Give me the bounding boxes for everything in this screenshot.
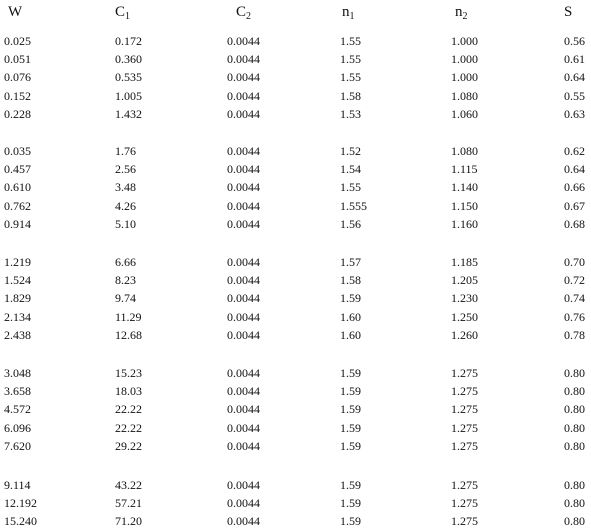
cell-c1: 57.21 [115, 496, 142, 511]
cell-w: 1.219 [4, 255, 31, 269]
cell-c1: 22.22 [115, 402, 142, 417]
cell-c1: 6.66 [115, 255, 136, 269]
header-c2: $C_2$ [236, 4, 252, 22]
cell-w: 4.572 [4, 402, 31, 417]
cell-c1: 15.23 [115, 366, 142, 380]
table-row [0, 476, 591, 494]
cell-n1: 1.60 [340, 327, 361, 342]
table-row [0, 32, 591, 50]
table-row [0, 160, 591, 178]
cell-s: 0.67 [564, 198, 585, 213]
cell-w: 7.620 [4, 438, 31, 453]
cell-c2: 0.0044 [227, 273, 260, 288]
cell-n2: 1.000 [451, 70, 478, 85]
cell-s: 0.72 [564, 273, 585, 288]
cell-c2: 0.0044 [227, 255, 260, 269]
header-n2: $n_2$ [455, 4, 468, 22]
cell-s: 0.76 [564, 309, 585, 324]
cell-w: 2.134 [4, 309, 31, 324]
cell-n1: 1.55 [340, 70, 361, 85]
cell-s: 0.64 [564, 162, 585, 177]
cell-c2: 0.0044 [227, 438, 260, 453]
cell-c1: 0.360 [115, 52, 142, 67]
header-w: W [8, 4, 23, 20]
cell-n1: 1.55 [340, 52, 361, 67]
cell-n2: 1.275 [451, 384, 478, 399]
cell-n1: 1.59 [340, 366, 361, 380]
table-row [0, 271, 591, 289]
cell-c2: 0.0044 [227, 162, 260, 177]
table-row [0, 400, 591, 418]
cell-w: 0.228 [4, 106, 31, 121]
cell-c2: 0.0044 [227, 198, 260, 213]
cell-s: 0.62 [564, 144, 585, 158]
cell-w: 9.114 [4, 478, 31, 492]
cell-c1: 3.48 [115, 180, 136, 195]
cell-c2: 0.0044 [227, 216, 260, 231]
table-row [0, 142, 591, 160]
cell-n1: 1.53 [340, 106, 361, 121]
cell-n1: 1.58 [340, 273, 361, 288]
cell-c2: 0.0044 [227, 384, 260, 399]
table-row [0, 197, 591, 215]
cell-s: 0.61 [564, 52, 585, 67]
cell-n1: 1.59 [340, 514, 361, 529]
table-row [0, 87, 591, 105]
cell-n2: 1.185 [451, 255, 478, 269]
cell-c2: 0.0044 [227, 514, 260, 529]
cell-w: 0.025 [4, 34, 31, 48]
cell-n1: 1.59 [340, 438, 361, 453]
cell-s: 0.80 [564, 438, 585, 453]
cell-n1: 1.55 [340, 180, 361, 195]
cell-n1: 1.59 [340, 384, 361, 399]
cell-n2: 1.160 [451, 216, 478, 231]
cell-s: 0.55 [564, 88, 585, 103]
table-row [0, 364, 591, 382]
cell-c2: 0.0044 [227, 327, 260, 342]
cell-n2: 1.275 [451, 496, 478, 511]
cell-w: 1.829 [4, 291, 31, 306]
cell-c2: 0.0044 [227, 309, 260, 324]
cell-n2: 1.060 [451, 106, 478, 121]
cell-n1: 1.60 [340, 309, 361, 324]
cell-n1: 1.56 [340, 216, 361, 231]
cell-c1: 71.20 [115, 514, 142, 529]
cell-n1: 1.58 [340, 88, 361, 103]
cell-n1: 1.52 [340, 144, 361, 158]
cell-c2: 0.0044 [227, 106, 260, 121]
cell-n1: 1.59 [340, 291, 361, 306]
cell-s: 0.64 [564, 70, 585, 85]
cell-n2: 1.000 [451, 52, 478, 67]
cell-s: 0.63 [564, 106, 585, 121]
cell-n2: 1.000 [451, 34, 478, 48]
cell-c1: 9.74 [115, 291, 136, 306]
cell-s: 0.74 [564, 291, 585, 306]
cell-s: 0.80 [564, 366, 585, 380]
cell-n1: 1.555 [340, 198, 367, 213]
cell-c2: 0.0044 [227, 70, 260, 85]
table-row [0, 178, 591, 196]
table-row [0, 512, 591, 530]
table-row [0, 308, 591, 326]
cell-n2: 1.275 [451, 366, 478, 380]
table-row [0, 50, 591, 68]
cell-w: 1.524 [4, 273, 31, 288]
table-row [0, 253, 591, 271]
cell-s: 0.56 [564, 34, 585, 48]
cell-c1: 4.26 [115, 198, 136, 213]
table-row [0, 215, 591, 233]
cell-c2: 0.0044 [227, 496, 260, 511]
cell-w: 0.457 [4, 162, 31, 177]
table-row [0, 494, 591, 512]
cell-n2: 1.275 [451, 402, 478, 417]
cell-n2: 1.275 [451, 420, 478, 435]
cell-n2: 1.260 [451, 327, 478, 342]
cell-s: 0.70 [564, 255, 585, 269]
cell-s: 0.80 [564, 514, 585, 529]
table-row [0, 105, 591, 123]
cell-w: 0.152 [4, 88, 31, 103]
cell-c2: 0.0044 [227, 144, 260, 158]
table-row [0, 419, 591, 437]
cell-s: 0.80 [564, 478, 585, 492]
cell-n1: 1.59 [340, 420, 361, 435]
cell-w: 3.048 [4, 366, 31, 380]
cell-n2: 1.080 [451, 144, 478, 158]
cell-n1: 1.57 [340, 255, 361, 269]
cell-w: 0.914 [4, 216, 31, 231]
header-n1: $n_1$ [342, 4, 355, 22]
cell-c1: 12.68 [115, 327, 142, 342]
cell-c2: 0.0044 [227, 52, 260, 67]
cell-c1: 8.23 [115, 273, 136, 288]
cell-n2: 1.275 [451, 478, 478, 492]
cell-c2: 0.0044 [227, 402, 260, 417]
cell-c1: 2.56 [115, 162, 136, 177]
cell-n2: 1.115 [451, 162, 478, 177]
cell-c1: 29.22 [115, 438, 142, 453]
cell-c1: 1.005 [115, 88, 142, 103]
cell-s: 0.68 [564, 216, 585, 231]
table-row [0, 68, 591, 86]
cell-n2: 1.140 [451, 180, 478, 195]
cell-c1: 43.22 [115, 478, 142, 492]
cell-n1: 1.59 [340, 402, 361, 417]
cell-s: 0.80 [564, 420, 585, 435]
cell-n2: 1.205 [451, 273, 478, 288]
cell-c1: 22.22 [115, 420, 142, 435]
cell-c1: 1.432 [115, 106, 142, 121]
cell-c2: 0.0044 [227, 34, 260, 48]
cell-n1: 1.59 [340, 496, 361, 511]
cell-w: 0.610 [4, 180, 31, 195]
cell-w: 0.076 [4, 70, 31, 85]
cell-c2: 0.0044 [227, 88, 260, 103]
table-row [0, 382, 591, 400]
cell-c1: 0.172 [115, 34, 142, 48]
cell-n2: 1.150 [451, 198, 478, 213]
cell-w: 6.096 [4, 420, 31, 435]
cell-s: 0.80 [564, 384, 585, 399]
cell-w: 0.051 [4, 52, 31, 67]
cell-n1: 1.55 [340, 34, 361, 48]
cell-n1: 1.54 [340, 162, 361, 177]
table-row [0, 326, 591, 344]
cell-n1: 1.59 [340, 478, 361, 492]
cell-n2: 1.275 [451, 514, 478, 529]
cell-s: 0.66 [564, 180, 585, 195]
table-row [0, 437, 591, 455]
cell-c2: 0.0044 [227, 366, 260, 380]
cell-w: 3.658 [4, 384, 31, 399]
cell-w: 0.762 [4, 198, 31, 213]
cell-w: 12.192 [4, 496, 37, 511]
cell-c2: 0.0044 [227, 180, 260, 195]
header-c1: $C_1$ [115, 4, 131, 22]
cell-c2: 0.0044 [227, 291, 260, 306]
cell-s: 0.80 [564, 496, 585, 511]
header-s: S [564, 4, 573, 20]
cell-n2: 1.080 [451, 88, 478, 103]
cell-n2: 1.275 [451, 438, 478, 453]
cell-n2: 1.250 [451, 309, 478, 324]
table-row [0, 289, 591, 307]
cell-w: 0.035 [4, 144, 31, 158]
cell-c1: 5.10 [115, 216, 136, 231]
cell-s: 0.80 [564, 402, 585, 417]
cell-c1: 11.29 [115, 309, 142, 324]
cell-c2: 0.0044 [227, 478, 260, 492]
cell-w: 2.438 [4, 327, 31, 342]
cell-c2: 0.0044 [227, 420, 260, 435]
cell-s: 0.78 [564, 327, 585, 342]
cell-c1: 0.535 [115, 70, 142, 85]
cell-n2: 1.230 [451, 291, 478, 306]
cell-w: 15.240 [4, 514, 37, 529]
cell-c1: 1.76 [115, 144, 136, 158]
cell-c1: 18.03 [115, 384, 142, 399]
